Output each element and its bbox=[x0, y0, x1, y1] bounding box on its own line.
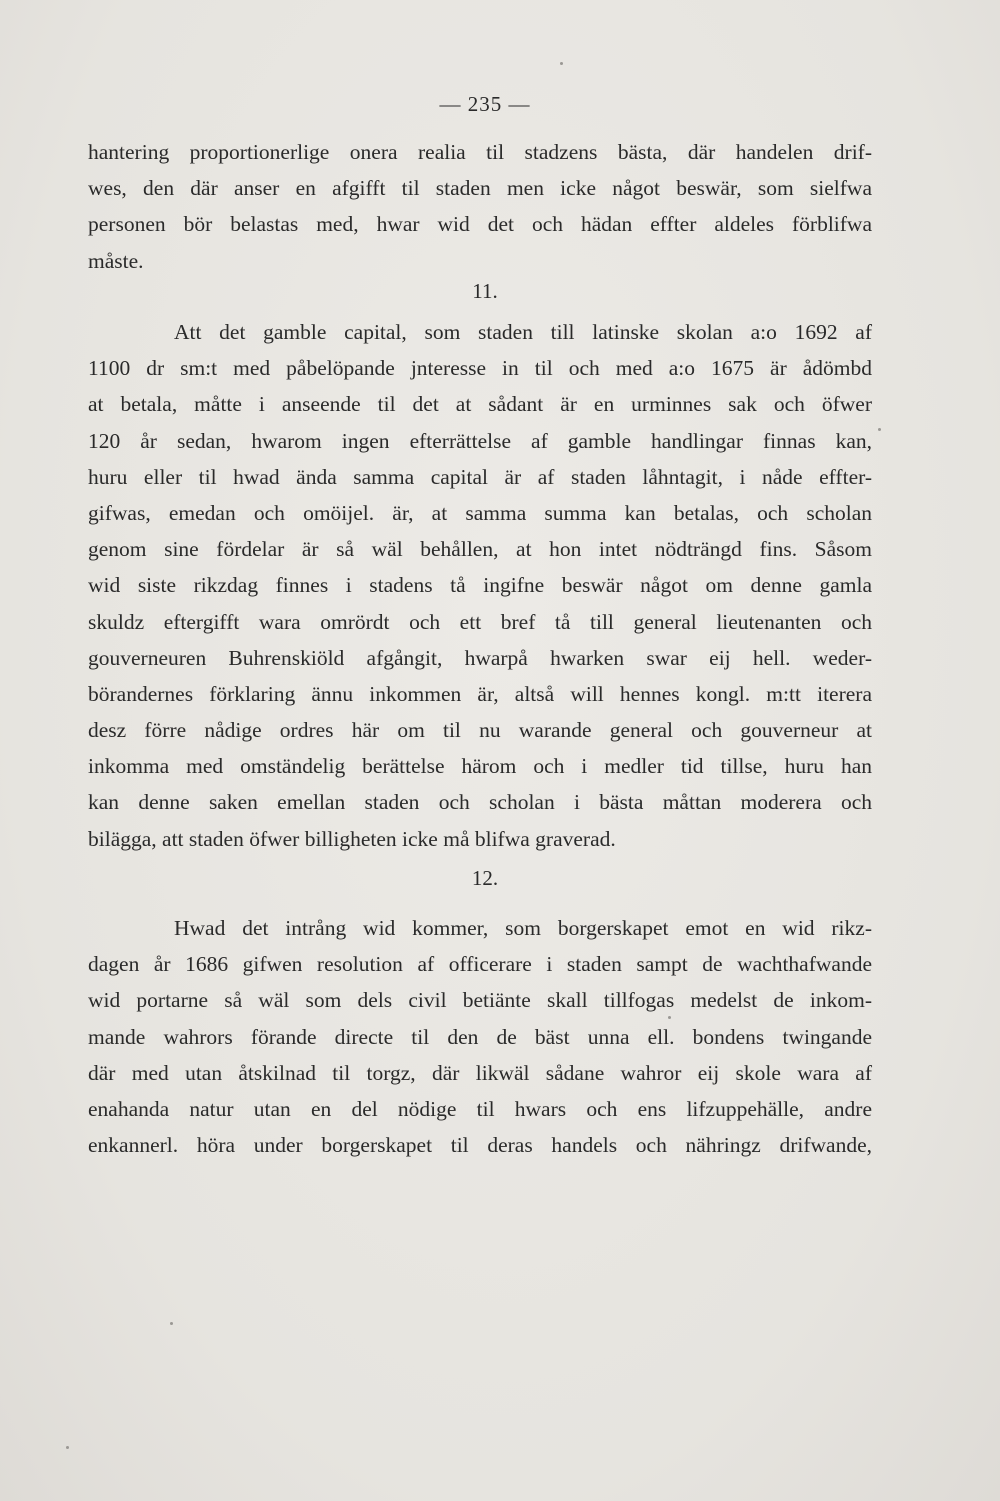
section-heading-11: 11. bbox=[472, 279, 498, 303]
text-line: måste. bbox=[88, 248, 144, 273]
paper-speck bbox=[878, 428, 881, 431]
text-line: desz förre nådige ordres här om til nu warande general och gouverneur at bbox=[88, 718, 872, 743]
section-heading-12: 12. bbox=[471, 866, 499, 890]
text-line: enahanda natur utan en del nödige til hwars och ens lifzuppehälle, andre bbox=[88, 1096, 872, 1121]
paper-speck bbox=[170, 1322, 173, 1325]
text-line: mande wahrors förande directe til den de bäst unna ell. bondens twingande bbox=[88, 1024, 872, 1049]
text-line: gouverneuren Buhrenskiöld afgångit, hwarpå hwarken swar eij hell. weder- bbox=[88, 645, 872, 670]
text-line: genom sine fördelar är så wäl behållen, at hon intet nödträngd fins. Såsom bbox=[88, 537, 872, 562]
text-line: enkannerl. höra under borgerskapet til deras handels och nähringz drifwande, bbox=[88, 1133, 872, 1158]
text-line: 120 år sedan, hwarom ingen efterrättelse af gamble handlingar finnas kan, bbox=[88, 428, 872, 453]
text-line: bilägga, att staden öfwer billigheten icke må blifwa graverad. bbox=[88, 826, 616, 851]
text-line: wes, den där anser en afgifft til staden men icke något beswär, som sielfwa bbox=[88, 176, 872, 201]
text-line: kan denne saken emellan staden och scholan i bästa måttan moderera och bbox=[88, 790, 872, 815]
text-line: inkomma med omständelig berättelse härom och i medler tid tillse, huru han bbox=[88, 754, 872, 779]
text-line: börandernes förklaring ännu inkommen är, altså will hennes kongl. m:tt iterera bbox=[88, 681, 872, 706]
paper-speck bbox=[560, 62, 563, 65]
text-line: at betala, måtte i anseende til det at sådant är en urminnes sak och öfwer bbox=[88, 392, 872, 417]
text-line: dagen år 1686 gifwen resolution af officerare i staden sampt de wachthafwande bbox=[88, 952, 872, 977]
text-line: hantering proportionerlige onera realia til stadzens bästa, där handelen drif- bbox=[88, 140, 872, 164]
text-line: Att det gamble capital, som staden till latinske skolan a:o 1692 af bbox=[174, 320, 872, 344]
text-line: wid portarne så wäl som dels civil betiänte skall tillfogas medelst de inkom- bbox=[88, 988, 872, 1013]
paragraph-continuation bbox=[88, 134, 872, 279]
text-line: personen bör belastas med, hwar wid det och hädan effter aldeles förblifwa bbox=[88, 212, 872, 237]
paper-speck bbox=[66, 1446, 69, 1449]
text-line: Hwad det intrång wid kommer, som borgerskapet emot en wid rikz- bbox=[174, 916, 872, 940]
text-line: skuldz eftergifft wara omrördt och ett bref tå till general lieutenanten och bbox=[88, 609, 872, 634]
section-11-paragraph bbox=[88, 314, 872, 857]
text-line: 1100 dr sm:t med påbelöpande jnteresse in til och med a:o 1675 är ådömbd bbox=[88, 356, 872, 381]
text-line: wid siste rikzdag finnes i stadens tå ingifne beswär något om denne gamla bbox=[88, 573, 872, 598]
text-line: där med utan åtskilnad til torgz, där likwäl sådane wahror eij skole wara af bbox=[88, 1060, 872, 1085]
text-line: huru eller til hwad ända samma capital är af staden låhntagit, i nåde effter- bbox=[88, 464, 872, 489]
section-12-paragraph bbox=[88, 910, 872, 1163]
page-number: — 235 — bbox=[439, 92, 531, 116]
paper-speck bbox=[668, 1016, 671, 1019]
text-line: gifwas, emedan och omöijel. är, at samma summa kan betalas, och scholan bbox=[88, 500, 872, 525]
